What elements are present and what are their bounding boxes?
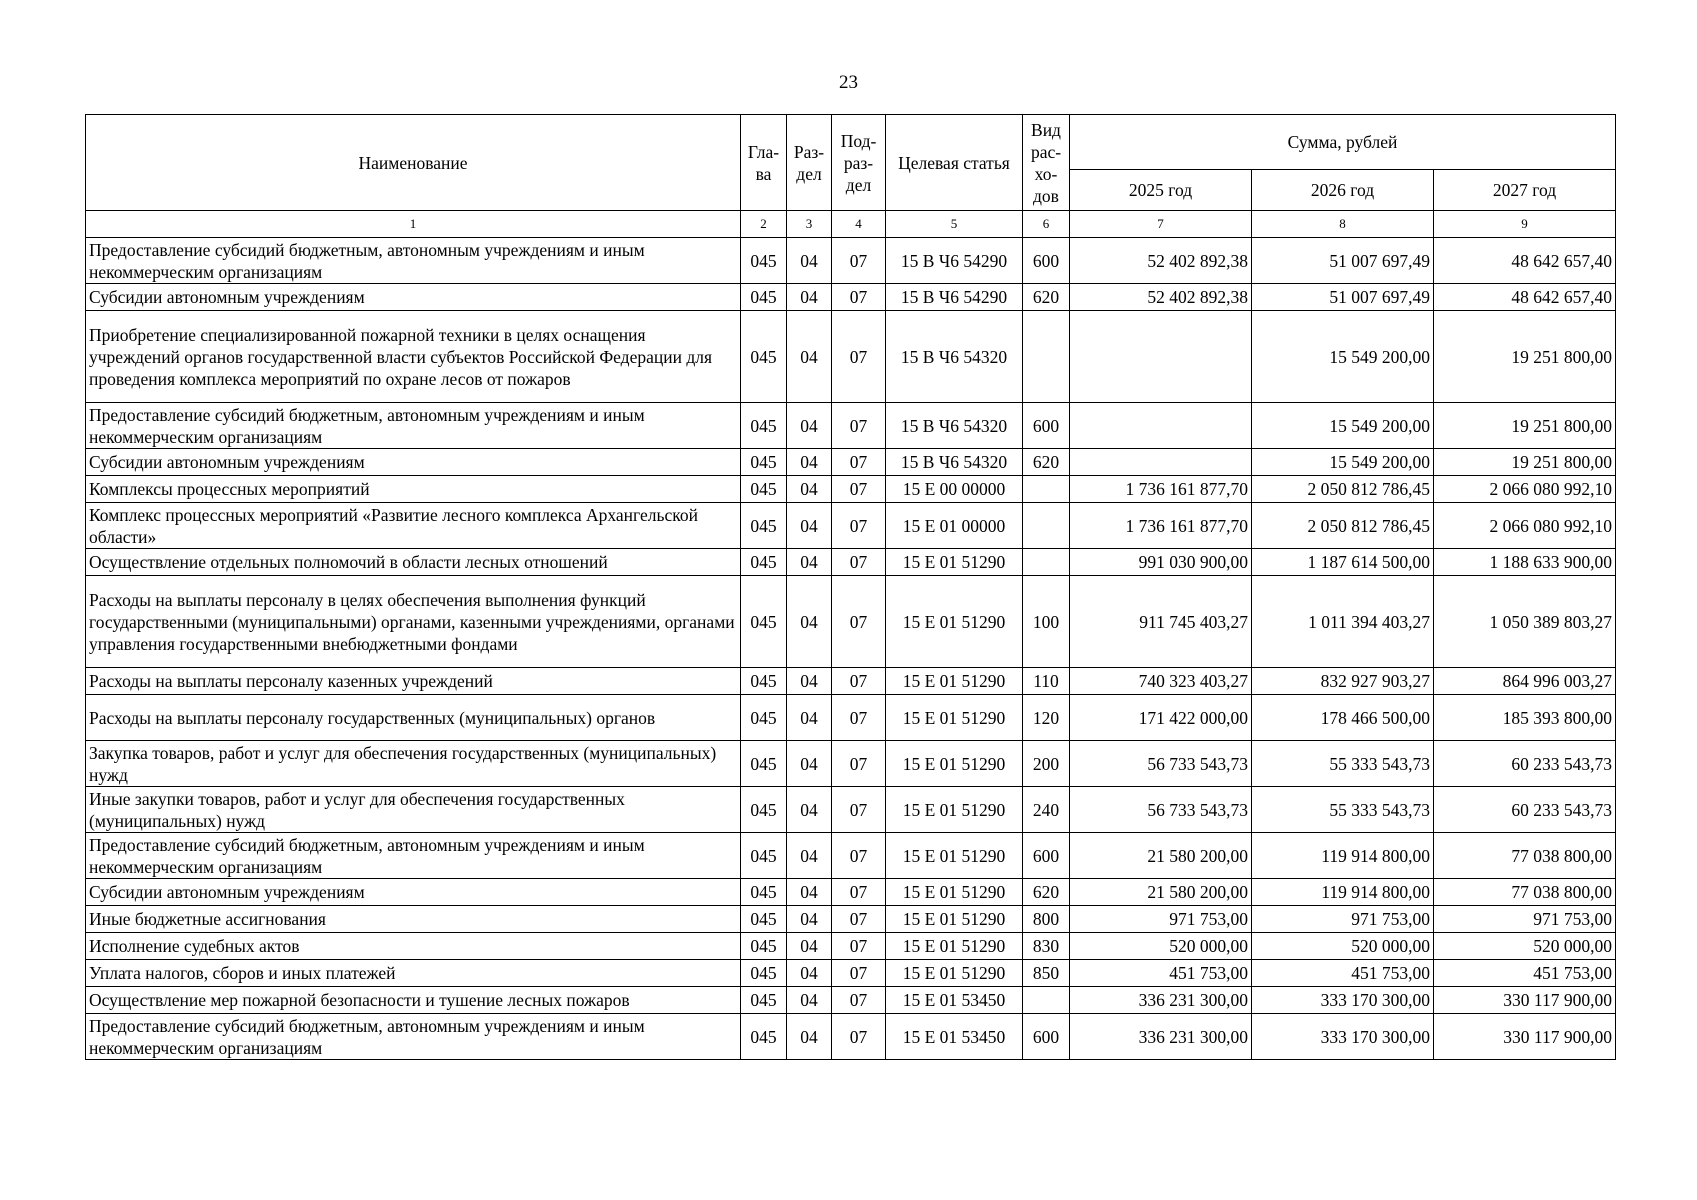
column-number: 4	[832, 211, 886, 238]
cell-name: Иные бюджетные ассигнования	[86, 906, 741, 933]
cell-amount-2027: 185 393 800,00	[1434, 695, 1616, 741]
table-header	[86, 115, 1616, 238]
cell-amount-2027: 48 642 657,40	[1434, 284, 1616, 311]
cell-subsection: 07	[832, 503, 886, 549]
cell-target-item: 15 Е 01 51290	[886, 787, 1023, 833]
cell-amount-2025: 21 580 200,00	[1070, 879, 1252, 906]
cell-amount-2027: 2 066 080 992,10	[1434, 503, 1616, 549]
cell-name: Расходы на выплаты персоналу государственных (муниципальных) органов	[86, 695, 741, 741]
cell-amount-2027: 60 233 543,73	[1434, 741, 1616, 787]
cell-expense-type	[1023, 311, 1070, 403]
cell-chapter: 045	[741, 668, 787, 695]
cell-target-item: 15 Е 01 51290	[886, 668, 1023, 695]
cell-amount-2027: 60 233 543,73	[1434, 787, 1616, 833]
cell-target-item: 15 Е 01 53450	[886, 1014, 1023, 1060]
cell-subsection: 07	[832, 879, 886, 906]
cell-chapter: 045	[741, 1014, 787, 1060]
cell-chapter: 045	[741, 449, 787, 476]
cell-subsection: 07	[832, 238, 886, 284]
cell-amount-2026: 51 007 697,49	[1252, 238, 1434, 284]
cell-target-item: 15 Е 01 51290	[886, 741, 1023, 787]
column-number-row	[86, 211, 1616, 238]
cell-subsection: 07	[832, 449, 886, 476]
table-row	[86, 238, 1616, 284]
cell-name: Предоставление субсидий бюджетным, автономным учреждениям и иным некоммерческим организациям	[86, 403, 741, 449]
cell-amount-2026: 15 549 200,00	[1252, 449, 1434, 476]
cell-chapter: 045	[741, 879, 787, 906]
cell-expense-type	[1023, 987, 1070, 1014]
cell-name: Исполнение судебных актов	[86, 933, 741, 960]
cell-target-item: 15 Е 01 51290	[886, 933, 1023, 960]
cell-section: 04	[787, 879, 832, 906]
cell-section: 04	[787, 933, 832, 960]
cell-amount-2025: 740 323 403,27	[1070, 668, 1252, 695]
table-row	[86, 695, 1616, 741]
cell-target-item: 15 Е 01 51290	[886, 906, 1023, 933]
table-row	[86, 668, 1616, 695]
cell-target-item: 15 Е 01 53450	[886, 987, 1023, 1014]
header-section: Раз-дел	[787, 115, 832, 211]
cell-expense-type: 620	[1023, 449, 1070, 476]
cell-subsection: 07	[832, 833, 886, 879]
cell-amount-2026: 55 333 543,73	[1252, 787, 1434, 833]
cell-target-item: 15 Е 01 51290	[886, 695, 1023, 741]
cell-amount-2026: 119 914 800,00	[1252, 833, 1434, 879]
cell-chapter: 045	[741, 576, 787, 668]
cell-amount-2025	[1070, 311, 1252, 403]
cell-expense-type: 600	[1023, 403, 1070, 449]
cell-section: 04	[787, 960, 832, 987]
cell-amount-2027: 77 038 800,00	[1434, 833, 1616, 879]
cell-target-item: 15 В Ч6 54320	[886, 311, 1023, 403]
cell-subsection: 07	[832, 668, 886, 695]
cell-target-item: 15 В Ч6 54290	[886, 284, 1023, 311]
cell-subsection: 07	[832, 1014, 886, 1060]
cell-amount-2025: 52 402 892,38	[1070, 284, 1252, 311]
cell-section: 04	[787, 695, 832, 741]
cell-subsection: 07	[832, 906, 886, 933]
column-number: 7	[1070, 211, 1252, 238]
cell-amount-2026: 51 007 697,49	[1252, 284, 1434, 311]
cell-amount-2027: 971 753,00	[1434, 906, 1616, 933]
cell-amount-2026: 832 927 903,27	[1252, 668, 1434, 695]
cell-expense-type	[1023, 503, 1070, 549]
cell-subsection: 07	[832, 987, 886, 1014]
cell-section: 04	[787, 238, 832, 284]
cell-section: 04	[787, 549, 832, 576]
cell-chapter: 045	[741, 695, 787, 741]
cell-name: Субсидии автономным учреждениям	[86, 284, 741, 311]
cell-target-item: 15 Е 01 51290	[886, 833, 1023, 879]
table-row	[86, 476, 1616, 503]
cell-amount-2025	[1070, 449, 1252, 476]
cell-subsection: 07	[832, 549, 886, 576]
cell-subsection: 07	[832, 787, 886, 833]
cell-section: 04	[787, 576, 832, 668]
cell-name: Уплата налогов, сборов и иных платежей	[86, 960, 741, 987]
cell-amount-2027: 1 188 633 900,00	[1434, 549, 1616, 576]
cell-subsection: 07	[832, 960, 886, 987]
cell-target-item: 15 В Ч6 54320	[886, 403, 1023, 449]
header-year-2025: 2025 год	[1070, 170, 1252, 211]
cell-target-item: 15 В Ч6 54320	[886, 449, 1023, 476]
cell-chapter: 045	[741, 403, 787, 449]
cell-chapter: 045	[741, 960, 787, 987]
cell-name: Предоставление субсидий бюджетным, автономным учреждениям и иным некоммерческим организациям	[86, 238, 741, 284]
cell-subsection: 07	[832, 576, 886, 668]
cell-name: Осуществление мер пожарной безопасности и тушение лесных пожаров	[86, 987, 741, 1014]
budget-table	[85, 114, 1616, 1060]
header-year-2026: 2026 год	[1252, 170, 1434, 211]
table-row	[86, 576, 1616, 668]
cell-amount-2025: 451 753,00	[1070, 960, 1252, 987]
cell-expense-type	[1023, 476, 1070, 503]
cell-chapter: 045	[741, 476, 787, 503]
cell-subsection: 07	[832, 476, 886, 503]
cell-name: Субсидии автономным учреждениям	[86, 449, 741, 476]
table-row	[86, 1014, 1616, 1060]
cell-section: 04	[787, 449, 832, 476]
cell-amount-2027: 864 996 003,27	[1434, 668, 1616, 695]
cell-section: 04	[787, 503, 832, 549]
cell-chapter: 045	[741, 549, 787, 576]
cell-amount-2025: 171 422 000,00	[1070, 695, 1252, 741]
column-number: 1	[86, 211, 741, 238]
table-row	[86, 879, 1616, 906]
cell-target-item: 15 Е 01 51290	[886, 549, 1023, 576]
cell-expense-type: 240	[1023, 787, 1070, 833]
table-row	[86, 933, 1616, 960]
header-subsection: Под-раз-дел	[832, 115, 886, 211]
cell-section: 04	[787, 476, 832, 503]
cell-name: Комплекс процессных мероприятий «Развитие лесного комплекса Архангельской области»	[86, 503, 741, 549]
cell-chapter: 045	[741, 238, 787, 284]
cell-amount-2025: 1 736 161 877,70	[1070, 503, 1252, 549]
cell-amount-2025: 1 736 161 877,70	[1070, 476, 1252, 503]
cell-section: 04	[787, 987, 832, 1014]
page-number: 23	[839, 72, 858, 93]
cell-amount-2025	[1070, 403, 1252, 449]
cell-subsection: 07	[832, 741, 886, 787]
cell-amount-2027: 19 251 800,00	[1434, 449, 1616, 476]
cell-amount-2026: 520 000,00	[1252, 933, 1434, 960]
cell-section: 04	[787, 311, 832, 403]
cell-amount-2027: 19 251 800,00	[1434, 403, 1616, 449]
column-number: 6	[1023, 211, 1070, 238]
cell-amount-2025: 336 231 300,00	[1070, 1014, 1252, 1060]
cell-amount-2026: 333 170 300,00	[1252, 1014, 1434, 1060]
table-row	[86, 503, 1616, 549]
cell-section: 04	[787, 787, 832, 833]
table-row	[86, 741, 1616, 787]
cell-chapter: 045	[741, 741, 787, 787]
cell-name: Иные закупки товаров, работ и услуг для обеспечения государственных (муниципальных) нужд	[86, 787, 741, 833]
cell-expense-type: 800	[1023, 906, 1070, 933]
cell-amount-2025: 52 402 892,38	[1070, 238, 1252, 284]
cell-target-item: 15 Е 00 00000	[886, 476, 1023, 503]
cell-expense-type: 110	[1023, 668, 1070, 695]
cell-chapter: 045	[741, 503, 787, 549]
cell-section: 04	[787, 284, 832, 311]
cell-amount-2025: 991 030 900,00	[1070, 549, 1252, 576]
cell-amount-2026: 2 050 812 786,45	[1252, 503, 1434, 549]
cell-amount-2026: 451 753,00	[1252, 960, 1434, 987]
cell-target-item: 15 Е 01 51290	[886, 576, 1023, 668]
cell-amount-2027: 451 753,00	[1434, 960, 1616, 987]
header-sum: Сумма, рублей	[1070, 115, 1616, 170]
cell-amount-2027: 2 066 080 992,10	[1434, 476, 1616, 503]
header-target-item: Целевая статья	[886, 115, 1023, 211]
cell-target-item: 15 Е 01 51290	[886, 879, 1023, 906]
cell-subsection: 07	[832, 311, 886, 403]
cell-amount-2027: 330 117 900,00	[1434, 1014, 1616, 1060]
cell-expense-type: 830	[1023, 933, 1070, 960]
cell-amount-2026: 119 914 800,00	[1252, 879, 1434, 906]
cell-expense-type: 600	[1023, 238, 1070, 284]
cell-name: Субсидии автономным учреждениям	[86, 879, 741, 906]
header-name: Наименование	[86, 115, 741, 211]
table-row	[86, 549, 1616, 576]
cell-subsection: 07	[832, 284, 886, 311]
header-expense-type: Вид рас-хо-дов	[1023, 115, 1070, 211]
cell-expense-type: 600	[1023, 1014, 1070, 1060]
column-number: 2	[741, 211, 787, 238]
cell-chapter: 045	[741, 933, 787, 960]
cell-amount-2025: 56 733 543,73	[1070, 787, 1252, 833]
column-number: 5	[886, 211, 1023, 238]
cell-expense-type: 850	[1023, 960, 1070, 987]
cell-name: Предоставление субсидий бюджетным, автономным учреждениям и иным некоммерческим организациям	[86, 833, 741, 879]
table-row	[86, 284, 1616, 311]
cell-target-item: 15 Е 01 51290	[886, 960, 1023, 987]
cell-amount-2025: 971 753,00	[1070, 906, 1252, 933]
cell-section: 04	[787, 741, 832, 787]
table-row	[86, 906, 1616, 933]
cell-amount-2026: 1 187 614 500,00	[1252, 549, 1434, 576]
cell-amount-2025: 520 000,00	[1070, 933, 1252, 960]
cell-amount-2026: 2 050 812 786,45	[1252, 476, 1434, 503]
cell-chapter: 045	[741, 987, 787, 1014]
cell-expense-type: 100	[1023, 576, 1070, 668]
column-number: 3	[787, 211, 832, 238]
cell-name: Закупка товаров, работ и услуг для обеспечения государственных (муниципальных) нужд	[86, 741, 741, 787]
cell-amount-2026: 971 753,00	[1252, 906, 1434, 933]
cell-name: Приобретение специализированной пожарной техники в целях оснащения учреждений органов государственной власти субъектов Российской Федерации для проведения комплекса мероприятий по охране лесов от пожаров	[86, 311, 741, 403]
cell-amount-2026: 178 466 500,00	[1252, 695, 1434, 741]
cell-chapter: 045	[741, 906, 787, 933]
cell-section: 04	[787, 833, 832, 879]
cell-amount-2025: 21 580 200,00	[1070, 833, 1252, 879]
header-year-2027: 2027 год	[1434, 170, 1616, 211]
cell-target-item: 15 Е 01 00000	[886, 503, 1023, 549]
cell-amount-2025: 911 745 403,27	[1070, 576, 1252, 668]
table-row	[86, 311, 1616, 403]
cell-expense-type	[1023, 549, 1070, 576]
cell-name: Предоставление субсидий бюджетным, автономным учреждениям и иным некоммерческим организациям	[86, 1014, 741, 1060]
cell-amount-2027: 1 050 389 803,27	[1434, 576, 1616, 668]
cell-section: 04	[787, 1014, 832, 1060]
cell-expense-type: 620	[1023, 284, 1070, 311]
cell-amount-2027: 330 117 900,00	[1434, 987, 1616, 1014]
cell-subsection: 07	[832, 403, 886, 449]
table-row	[86, 987, 1616, 1014]
cell-amount-2027: 77 038 800,00	[1434, 879, 1616, 906]
cell-chapter: 045	[741, 284, 787, 311]
cell-amount-2027: 19 251 800,00	[1434, 311, 1616, 403]
cell-expense-type: 120	[1023, 695, 1070, 741]
table-row	[86, 960, 1616, 987]
cell-section: 04	[787, 668, 832, 695]
cell-name: Расходы на выплаты персоналу казенных учреждений	[86, 668, 741, 695]
table-row	[86, 787, 1616, 833]
cell-subsection: 07	[832, 695, 886, 741]
cell-amount-2026: 333 170 300,00	[1252, 987, 1434, 1014]
cell-name: Комплексы процессных мероприятий	[86, 476, 741, 503]
cell-amount-2026: 1 011 394 403,27	[1252, 576, 1434, 668]
table-row	[86, 833, 1616, 879]
cell-name: Осуществление отдельных полномочий в области лесных отношений	[86, 549, 741, 576]
table-row	[86, 449, 1616, 476]
cell-chapter: 045	[741, 311, 787, 403]
cell-amount-2026: 15 549 200,00	[1252, 403, 1434, 449]
cell-amount-2026: 55 333 543,73	[1252, 741, 1434, 787]
cell-amount-2027: 520 000,00	[1434, 933, 1616, 960]
cell-expense-type: 600	[1023, 833, 1070, 879]
column-number: 8	[1252, 211, 1434, 238]
cell-amount-2025: 56 733 543,73	[1070, 741, 1252, 787]
cell-expense-type: 200	[1023, 741, 1070, 787]
cell-chapter: 045	[741, 787, 787, 833]
cell-chapter: 045	[741, 833, 787, 879]
table-body	[86, 238, 1616, 1060]
header-chapter: Гла-ва	[741, 115, 787, 211]
cell-expense-type: 620	[1023, 879, 1070, 906]
cell-section: 04	[787, 403, 832, 449]
cell-name: Расходы на выплаты персоналу в целях обеспечения выполнения функций государственными (муниципальными) органами, казенными учреждениями, органами управления государственными внебюджетными фондами	[86, 576, 741, 668]
cell-target-item: 15 В Ч6 54290	[886, 238, 1023, 284]
cell-subsection: 07	[832, 933, 886, 960]
cell-amount-2027: 48 642 657,40	[1434, 238, 1616, 284]
table-row	[86, 403, 1616, 449]
cell-section: 04	[787, 906, 832, 933]
cell-amount-2025: 336 231 300,00	[1070, 987, 1252, 1014]
cell-amount-2026: 15 549 200,00	[1252, 311, 1434, 403]
column-number: 9	[1434, 211, 1616, 238]
